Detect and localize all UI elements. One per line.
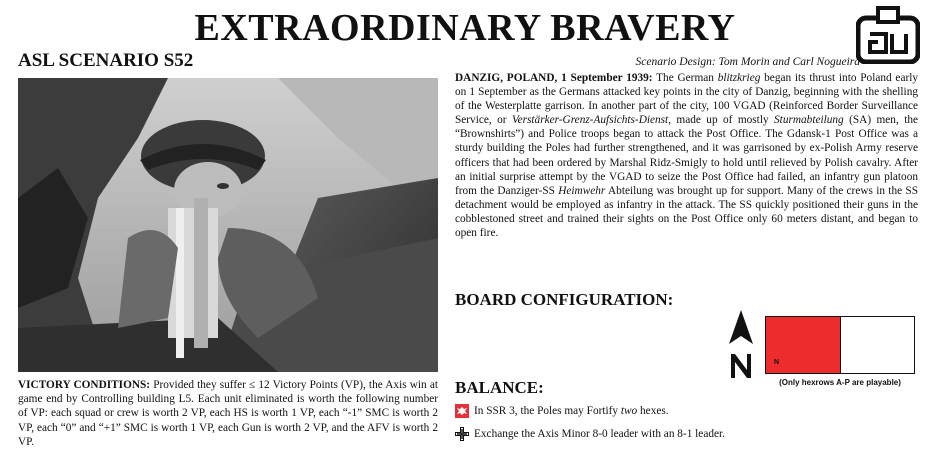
balance-text: Exchange the Axis Minor 8-0 leader with an 8-1 leader. bbox=[474, 428, 725, 440]
historical-intro bbox=[455, 71, 918, 240]
intro-lead: DANZIG, POLAND, 1 September 1939: bbox=[455, 72, 653, 84]
polish-eagle-icon bbox=[455, 404, 469, 418]
victory-lead: VICTORY CONDITIONS: bbox=[18, 379, 151, 391]
balance-item-axis bbox=[455, 427, 725, 441]
board-divider bbox=[840, 317, 841, 373]
balance-emphasis: two bbox=[620, 405, 638, 417]
north-arrow-icon bbox=[728, 310, 754, 378]
german-cross-icon bbox=[455, 427, 469, 441]
intro-text: began its thrust into Poland early on 1 September as the Germans attacked key points in the city of Danzig, beginning with the shelling of the Westerplatte garrison. In another part of the city, 100 VGAD (Reinforced Border Surveillance Service, or bbox=[455, 72, 919, 127]
intro-text: (SA) men, the “Brownshirts”) and Police troops began to attack the Post Office. The Gdansk-1 Post Office was a sturdy building the Poles had further strengthened, and it was garrisoned by ex-Polish Army reserve officers that had been ordered by Marshal Ridz-Smigly to hold until relieved by Polish cavalry. After an initial surprise attempt by the VGAD to seize the Post Office had failed, an infantry gun platoon from the Danziger-SS bbox=[455, 114, 918, 197]
intro-text: , made up of mostly bbox=[668, 114, 775, 127]
intro-text: The German bbox=[652, 72, 718, 84]
balance-item-polish bbox=[455, 404, 669, 418]
intro-emphasis: blitzkrieg bbox=[717, 72, 761, 84]
balance-heading: BALANCE: bbox=[455, 378, 544, 397]
scenario-logo-icon bbox=[856, 6, 920, 64]
victory-text: Provided they suffer ≤ 12 Victory Points (VP), the Axis win at game end by Controlling building L5. Each unit eliminated is worth the following number of VP: each squad or crew is worth 2 VP, each HS is worth 1 VP, each “-1” SMC is worth 2 VP, each “0” and “+1” SMC is worth 1 VP, each Gun is worth 2 VP, and the AFV is worth 2 VP. bbox=[18, 379, 438, 448]
intro-text: Abteilung was brought up for support. Many of the crews in the SS detachment would be employed as infantry in the attack. The SS quickly positioned their guns in the cobblestoned street and trained their sights on the Post Office only 60 meters distant, and began to open fire. bbox=[455, 184, 918, 240]
scenario-title: EXTRAORDINARY BRAVERY bbox=[194, 7, 736, 49]
intro-emphasis: Verstärker-Grenz-Aufsichts-Dienst bbox=[511, 114, 669, 127]
board-note: (Only hexrows A-P are playable) bbox=[779, 378, 901, 387]
photo-illustration bbox=[18, 78, 438, 372]
balance-text: In SSR 3, the Poles may Fortify bbox=[474, 405, 621, 417]
soldier-with-machine-gun-photo bbox=[18, 78, 438, 372]
intro-emphasis: Sturmabteilung bbox=[774, 114, 844, 127]
board-configuration-heading: BOARD CONFIGURATION: bbox=[455, 290, 674, 309]
balance-text: hexes. bbox=[637, 405, 669, 417]
victory-conditions bbox=[18, 378, 438, 449]
scenario-number: ASL SCENARIO S52 bbox=[18, 50, 194, 71]
design-credit: Scenario Design: Tom Morin and Carl Nogueira bbox=[635, 56, 860, 68]
board-label: N bbox=[774, 359, 780, 366]
board-map bbox=[765, 316, 915, 374]
intro-emphasis: Heimwehr bbox=[558, 184, 606, 197]
